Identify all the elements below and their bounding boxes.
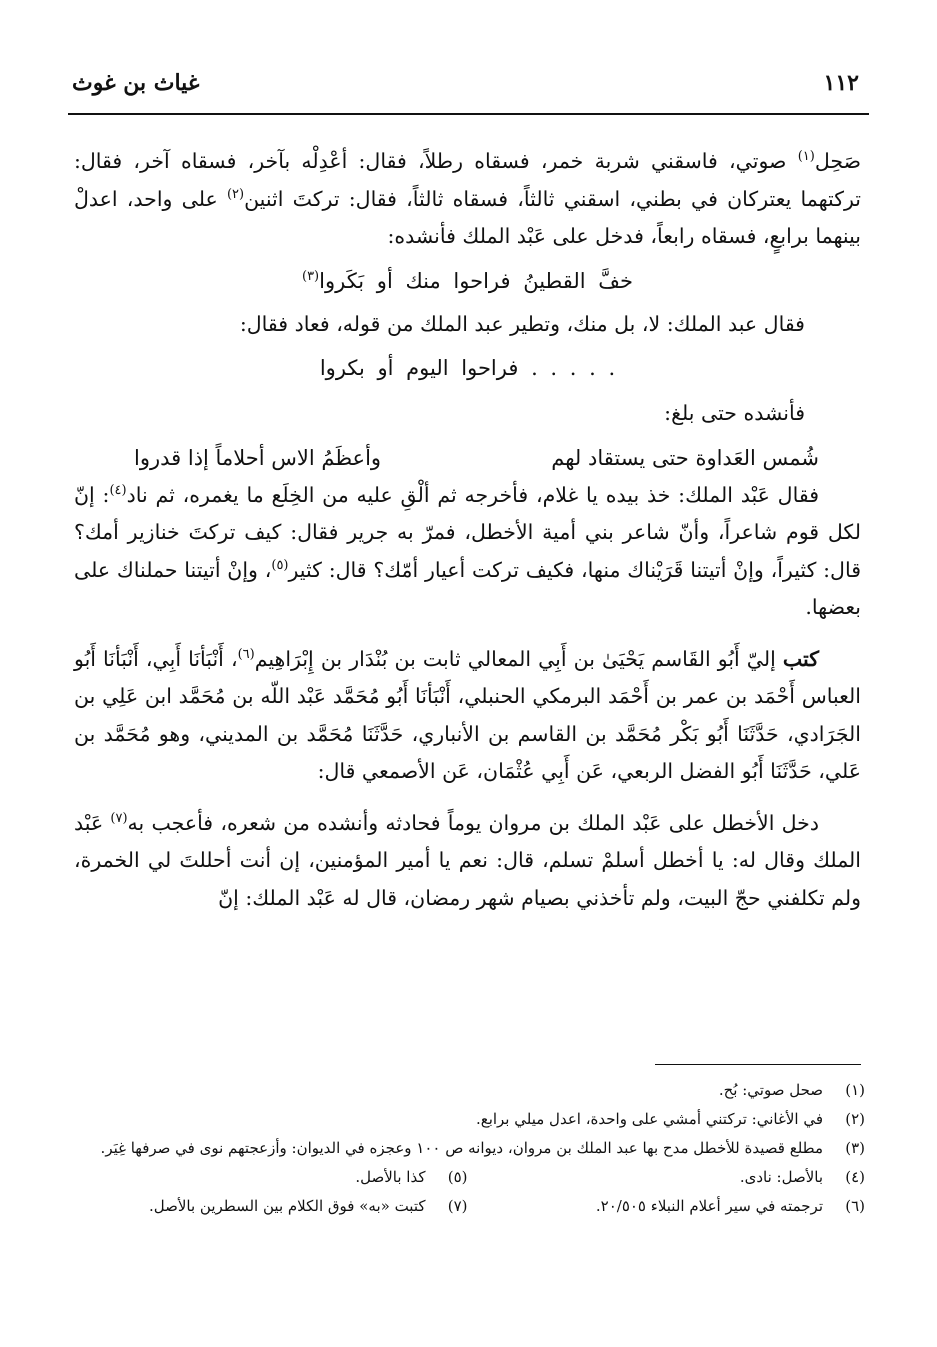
verse-3-hemistich-2: وأعظَمُ الاس أحلاماً إذا قدروا [134,445,382,470]
footnote-2: (٢) في الأغاني: تركتني أمشي على واحدة، اعدل ميلي برابع. [475,1110,865,1128]
footnote-5: (٥) كذا بالأصل. [355,1168,468,1186]
verse-3 [74,439,861,477]
footnote-rule [655,1064,861,1065]
footnote-4: (٤) بالأصل: نادى. [739,1168,865,1186]
footnote-ref-7[interactable]: (٧) [110,810,128,826]
page-number: ١١٢ [823,70,859,96]
paragraph-6: دخل الأخطل على عَبْد الملك بن مروان يوماً فحادثه وأنشده من شعره، فأعجب به$^{(٧)}$ عَبْد الملك وقال له: يا أخطل أسلمْ تسلم، قال: نعم يا أمير المؤمنين، إن أنت أحللتَ لي الخمرة، ولم تكلفني حجّ البيت، ولم تأخذني بصيام شهر رمضان، قال له عَبْد الملك: إنّ [74,810,861,910]
paragraph-1: صَحِل$^{(١)}$ صوتي، فاسقني شربة خمر، فسقاه رطلاً، فقال: أعْدِلْه بآخر، فسقاه آخر، فقال: تركتهما يعتركان في بطني، اسقني ثالثاً، فسقاه ثالثاً، فقال: تركتَ اثنين$^{(٢)}$ على واحد، اعدلْ بينهما برابعٍ، فسقاه رابعاً، فدخل على عَبْد الملك فأنشده: [74,149,861,248]
verse-2: . . . . . فراحوا اليوم أو بكروا [319,356,616,380]
footnote-3: (٣) مطلع قصيدة للأخطل مدح بها عبد الملك بن مروان، ديوانه ص ١٠٠ وعجزه في الديوان: وأزعجتهم نوى في صرفها غِيَر. [100,1139,865,1157]
footnote-ref-4[interactable]: (٤) [109,482,127,498]
footnote-row-6-7 [70,1192,865,1221]
page-header [70,66,867,102]
header-rule [68,113,869,115]
paragraph-5: كتب إليّ أَبُو القَاسم يَحْيَىٰ بن أَبِي المعالي ثابت بن بُنْدَار بن إِبْرَاهِيم$^{(٦)}$، أَنْبَأنَا أَبِي، أَنْبَأنَا أَبُو العباس أَحْمَد بن عمر بن أَحْمَد البرمكي الحنبلي، أَنْبَأنَا أَبُو مُحَمَّد عَبْد اللّه بن مُحَمَّد ابن عَلِي بن الجَرَادي، حَدَّثَنَا أَبُو بَكْر مُحَمَّد بن القاسم بن الأنباري، حَدَّثَنَا مُحَمَّد بن المديني، وهو مُحَمَّد بن عَلي، حَدَّثَنَا أَبُو الفضل الربعي، عَن أَبِي عُثْمَان، عَن الأصمعي قال: [74,646,861,783]
footnote-ref-1[interactable]: (١) [797,149,815,165]
footnote-ref-2[interactable]: (٢) [226,186,245,202]
footnote-ref-6[interactable]: (٦) [237,646,255,662]
verse-1: خفَّ القطينُ فراحوا منك أو بَكَروا$^{(٣)}$ [301,268,634,293]
paragraph-4: فقال عَبْد الملك: خذ بيده يا غلام، فأخرجه ثم ألْقِ عليه من الخِلَع ما يغمره، ثم ناد$^{(٤)}$: إنّ لكل قوم شاعراً، وأنّ شاعر بني أمية الأخطل، فمرّ به جرير فقال: كيف تركتَ خنازير أمك؟ قال: كثيراً، وإنْ أتيتنا قَرَيْناك منها، فكيف تركت أعيار أمّك؟ قال: كثير$^{(٥)}$، وإنْ أتيتنا حملناك على بعضها. [74,482,861,619]
running-title: غياث بن غوث [72,70,200,96]
footnote-row-4-5 [70,1163,865,1192]
footnote-ref-5[interactable]: (٥) [271,557,289,573]
paragraph-2: فقال عبد الملك: لا، بل منك، وتطير عبد الملك من قوله، فعاد فقال: [239,311,805,336]
main-text [74,143,861,917]
footnote-ref-3[interactable]: (٣) [301,268,320,284]
footnote-6: (٦) ترجمته في سير أعلام النبلاء ٢٠/٥٠٥. [595,1197,865,1215]
kataba-lead: كتب [782,646,819,671]
footnotes [70,1076,865,1221]
verse-3-hemistich-1: شُمس العَداوة حتى يستقاد لهم [551,445,819,470]
footnote-7: (٧) كتبت «به» فوق الكلام بين السطرين بالأصل. [149,1197,468,1215]
paragraph-3: فأنشده حتى بلغ: [664,401,805,425]
footnote-1: (١) صحل صوتي: بُح. [718,1081,865,1099]
